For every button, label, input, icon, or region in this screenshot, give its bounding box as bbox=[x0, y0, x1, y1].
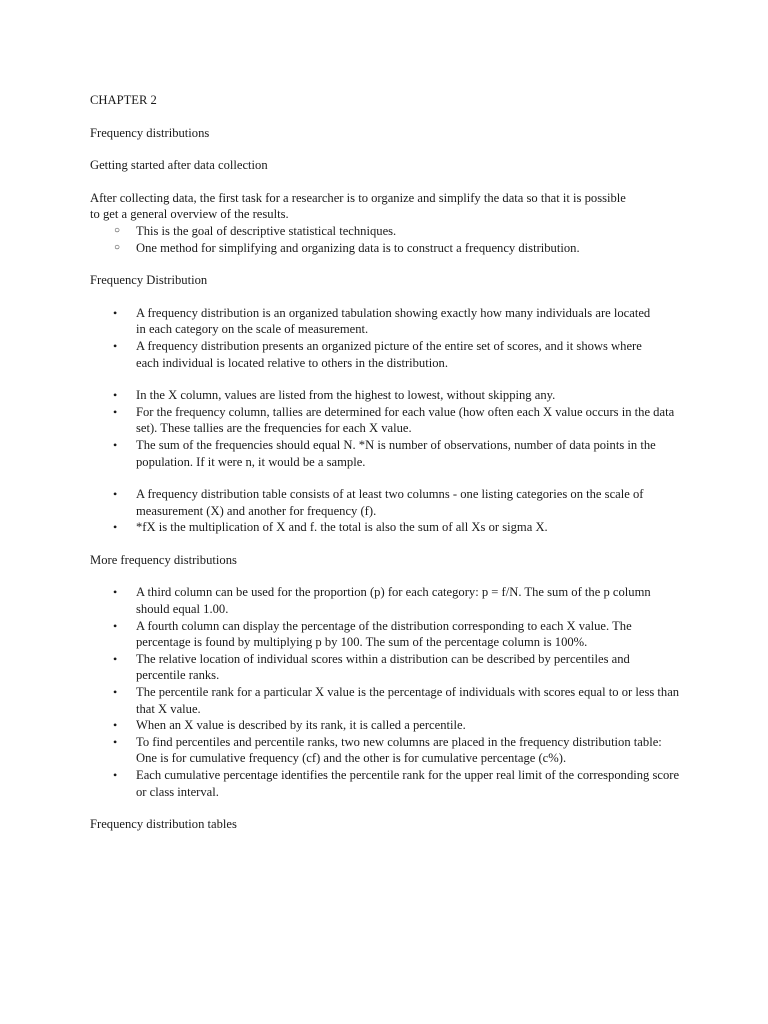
document-page bbox=[90, 92, 680, 833]
list-item: • A frequency distribution is an organized tabulation showing exactly how many individuals are located in each category on the scale of measurement. bbox=[113, 305, 651, 337]
circle-bullet-icon: ○ bbox=[114, 224, 121, 236]
bullet-icon: • bbox=[113, 388, 118, 403]
bullet-icon: • bbox=[113, 487, 118, 502]
list-item: • A fourth column can display the percentage of the distribution corresponding to each X value. The percentage is found by multiplying p by 100. The sum of the percentage column is 100%. bbox=[113, 618, 632, 650]
section-heading-frequency-distribution: Frequency Distribution bbox=[90, 273, 208, 288]
document-subtitle: Getting started after data collection bbox=[90, 158, 268, 173]
document-title: Frequency distributions bbox=[90, 125, 210, 140]
bullet-icon: • bbox=[113, 305, 118, 320]
section-heading-frequency-distribution-tables: Frequency distribution tables bbox=[90, 817, 237, 832]
bullet-icon: • bbox=[113, 651, 118, 666]
bullet-icon: • bbox=[113, 585, 118, 600]
list-item: ○ One method for simplifying and organizing data is to construct a frequency distribution. bbox=[114, 240, 580, 255]
list-item: • In the X column, values are listed from the highest to lowest, without skipping any. bbox=[113, 388, 556, 403]
list-item: • The relative location of individual scores within a distribution can be described by percentiles and percentile ranks. bbox=[113, 651, 630, 683]
bullet-icon: • bbox=[113, 768, 118, 782]
list-item: • A third column can be used for the proportion (p) for each category: p = f/N. The sum of the p column should equal 1.00. bbox=[113, 585, 651, 617]
list-item: • Each cumulative percentage identifies the percentile rank for the upper real limit of the corresponding score or class interval. bbox=[113, 768, 680, 799]
list-item: ○ This is the goal of descriptive statistical techniques. bbox=[114, 223, 397, 238]
bullet-icon: • bbox=[113, 618, 118, 633]
list-item: • For the frequency column, tallies are determined for each value (how often each X value occurs in the data set). These tallies are the frequencies for each X value. bbox=[113, 404, 675, 436]
section1-group1 bbox=[90, 305, 660, 371]
bullet-icon: • bbox=[113, 404, 118, 419]
list-item: • A frequency distribution table consists of at least two columns - one listing categories on the scale of measurement (X) and another for frequency (f). bbox=[113, 487, 644, 518]
list-item: • A frequency distribution presents an organized picture of the entire set of scores, and it shows where each individual is located relative to others in the distribution. bbox=[113, 338, 642, 370]
list-item: • The percentile rank for a particular X value is the percentage of individuals with scores equal to or less than that X value. bbox=[113, 685, 680, 716]
section1-group2 bbox=[90, 387, 675, 470]
section1-group3 bbox=[90, 486, 660, 536]
intro-sub-list bbox=[90, 223, 680, 256]
list-item: • To find percentiles and percentile ranks, two new columns are placed in the frequency distribution table: One is for cumulative frequency (cf) and the other is for cumulative percentage (c%). bbox=[113, 734, 662, 766]
bullet-icon: • bbox=[113, 437, 118, 452]
bullet-icon: • bbox=[113, 685, 118, 700]
bullet-icon: • bbox=[113, 338, 118, 353]
bullet-icon: • bbox=[113, 734, 118, 749]
intro-paragraph: After collecting data, the first task for a researcher is to organize and simplify the data so that it is possible to get a general overview of the results. bbox=[90, 190, 626, 222]
bullet-icon: • bbox=[113, 718, 118, 733]
chapter-label: CHAPTER 2 bbox=[90, 93, 157, 107]
list-item: • *fX is the multiplication of X and f. the total is also the sum of all Xs or sigma X. bbox=[113, 520, 548, 535]
bullet-icon: • bbox=[113, 520, 118, 535]
circle-bullet-icon: ○ bbox=[114, 241, 121, 253]
list-item: • The sum of the frequencies should equal N. *N is number of observations, number of data points in the population. If it were n, it would be a sample. bbox=[113, 437, 656, 469]
section-heading-more-frequency-distributions: More frequency distributions bbox=[90, 552, 237, 567]
section2-list bbox=[90, 584, 680, 800]
list-item: • When an X value is described by its rank, it is called a percentile. bbox=[113, 718, 466, 733]
